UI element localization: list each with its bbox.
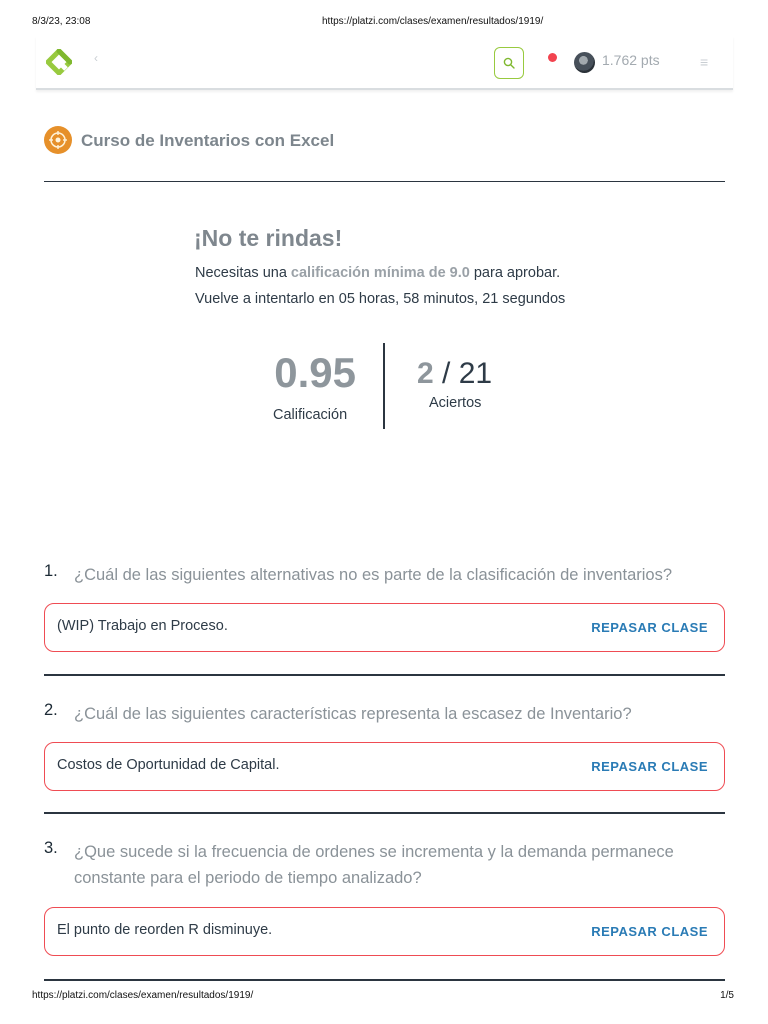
question-item xyxy=(44,562,725,677)
print-date: 8/3/23, 23:08 xyxy=(32,16,91,27)
course-header xyxy=(44,124,725,182)
user-points[interactable]: 1.762 pts xyxy=(602,52,660,68)
menu-icon[interactable]: ≡ xyxy=(700,54,709,70)
result-title: ¡No te rindas! xyxy=(194,225,343,251)
answer-text: El punto de reorden R disminuye. xyxy=(57,922,273,938)
back-chevron-icon[interactable]: ‹ xyxy=(94,51,98,65)
score-label: Calificación xyxy=(273,407,348,423)
answer-box xyxy=(44,603,725,652)
question-number: 2. xyxy=(44,701,58,719)
review-class-link[interactable]: REPASAR CLASE xyxy=(591,759,708,774)
answer-box xyxy=(44,742,725,791)
print-header xyxy=(0,16,768,30)
question-divider xyxy=(44,674,725,676)
notification-dot-icon[interactable] xyxy=(548,53,557,62)
platzi-logo-icon[interactable] xyxy=(46,49,72,75)
search-button[interactable] xyxy=(494,47,524,79)
review-class-link[interactable]: REPASAR CLASE xyxy=(591,924,708,939)
question-item xyxy=(44,839,725,984)
question-divider xyxy=(44,812,725,814)
min-grade-message: Necesitas una calificación mínima de 9.0 para aprobar. xyxy=(195,265,561,281)
course-title[interactable]: Curso de Inventarios con Excel xyxy=(81,131,335,150)
review-class-link[interactable]: REPASAR CLASE xyxy=(591,620,708,635)
question-number: 1. xyxy=(44,562,58,580)
score-summary xyxy=(226,343,542,429)
print-footer-url: https://platzi.com/clases/examen/resultados/1919/ xyxy=(32,990,254,1001)
course-badge-icon xyxy=(44,126,72,154)
question-text: ¿Cuál de las siguientes características representa la escasez de Inventario? xyxy=(74,705,632,723)
print-page-number: 1/5 xyxy=(720,990,734,1001)
answer-text: (WIP) Trabajo en Proceso. xyxy=(57,618,228,634)
avatar[interactable] xyxy=(574,52,595,73)
print-footer xyxy=(0,990,768,1004)
top-navbar xyxy=(36,36,733,90)
search-icon xyxy=(503,57,515,69)
hits-label: Aciertos xyxy=(429,395,482,411)
answer-text: Costos de Oportunidad de Capital. xyxy=(57,757,280,773)
question-text: ¿Cuál de las siguientes alternativas no es parte de la clasificación de inventarios? xyxy=(74,566,673,584)
question-divider xyxy=(44,979,725,981)
score-divider xyxy=(383,343,385,429)
question-item xyxy=(44,701,725,816)
question-number: 3. xyxy=(44,839,58,857)
print-url: https://platzi.com/clases/examen/resultados/1919/ xyxy=(322,16,544,27)
score-value: 0.95 xyxy=(274,349,356,396)
min-grade-highlight: calificación mínima de 9.0 xyxy=(290,265,470,281)
answer-box xyxy=(44,907,725,956)
question-text: ¿Que sucede si la frecuencia de ordenes se incrementa y la demanda permanece constante para el periodo de tiempo analizado? xyxy=(74,843,674,887)
hits-value: 2 / 21 xyxy=(417,357,493,390)
retry-countdown: Vuelve a intentarlo en 05 horas, 58 minutos, 21 segundos xyxy=(195,291,566,307)
